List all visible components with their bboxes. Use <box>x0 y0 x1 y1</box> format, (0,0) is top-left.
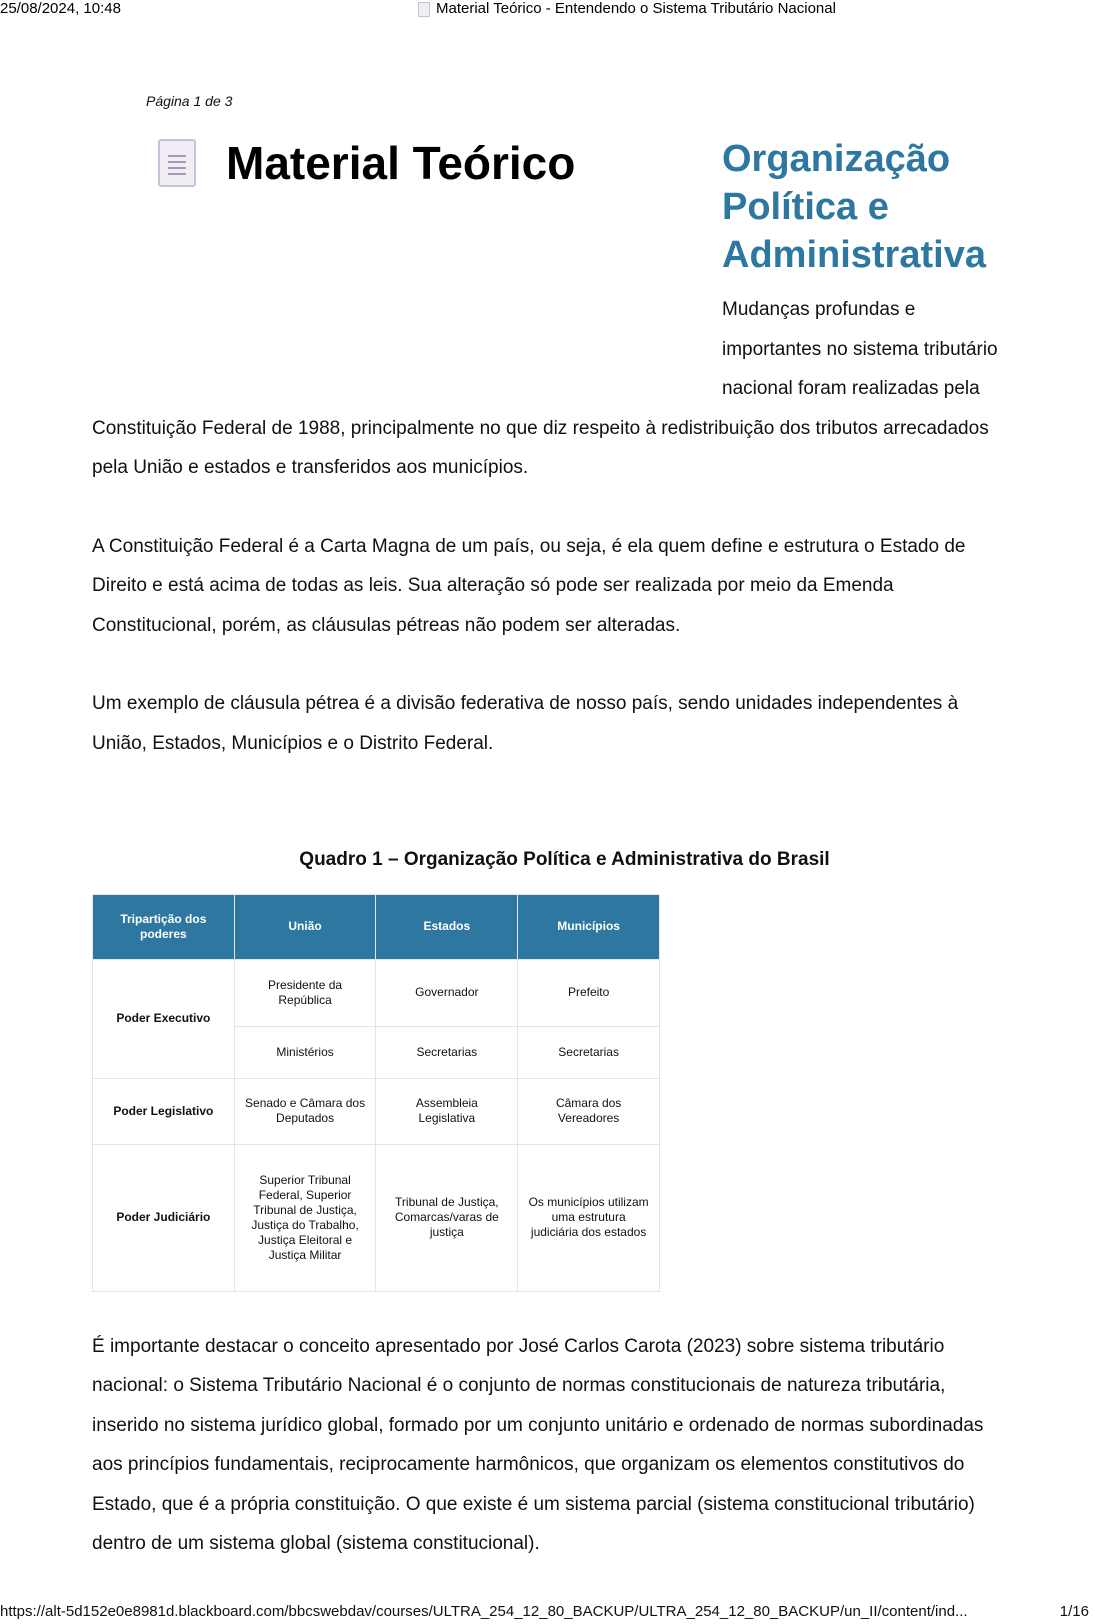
table-caption: Quadro 1 – Organização Política e Administrativa do Brasil <box>299 849 830 870</box>
organization-table <box>92 894 660 1292</box>
paragraph: A Constituição Federal é a Carta Magna de um país, ou seja, é ela quem define e estrutura o Estado de Direito e está acima de todas as leis. Sua alteração só pode ser realizada por meio da Emenda Constitucional, porém, as cláusulas pétreas não podem ser alteradas. <box>92 535 966 636</box>
table-row <box>93 1078 660 1144</box>
paragraph: Um exemplo de cláusula pétrea é a divisão federativa de nosso país, sendo unidades independentes à União, Estados, Municípios e o Distrito Federal. <box>92 693 959 754</box>
document-icon <box>418 2 430 17</box>
table-cell: Ministérios <box>234 1026 376 1078</box>
table-cell: Secretarias <box>518 1026 660 1078</box>
table-cell: Assembleia Legislativa <box>376 1078 518 1144</box>
column-header: Tripartição dos poderes <box>93 894 235 959</box>
page-number: 1/16 <box>1059 1603 1089 1620</box>
table-cell: Câmara dos Vereadores <box>518 1078 660 1144</box>
column-header: União <box>234 894 376 959</box>
table-row <box>93 1144 660 1291</box>
page-indicator: Página 1 de 3 <box>146 93 233 109</box>
table-cell: Os municípios utilizam uma estrutura judiciária dos estados <box>518 1144 660 1291</box>
print-footer <box>0 1603 1095 1621</box>
paragraph: Mudanças profundas e importantes no sistema tributário nacional foram realizadas pela Constituição Federal de 1988, principalmente no que diz respeito à redistribuição dos tributos arrecadados pela União e estados e transferidos aos municípios. <box>92 299 998 478</box>
table-row <box>93 959 660 1026</box>
title-block <box>92 135 722 370</box>
column-header: Estados <box>376 894 518 959</box>
article-content <box>92 135 1007 1603</box>
main-title: Material Teórico <box>226 137 576 189</box>
print-title-text: Material Teórico - Entendendo o Sistema Tributário Nacional <box>436 0 836 17</box>
row-label: Poder Legislativo <box>93 1078 235 1144</box>
page-url: https://alt-5d152e0e8981d.blackboard.com/bbcswebdav/courses/ULTRA_254_12_80_BACKUP/ULTRA_254_12_80_BACKUP/un_II/content/ind... <box>0 1603 968 1620</box>
print-timestamp: 25/08/2024, 10:48 <box>0 0 121 17</box>
row-label: Poder Executivo <box>93 959 235 1078</box>
table-cell: Presidente da República <box>234 959 376 1026</box>
table-cell: Prefeito <box>518 959 660 1026</box>
paragraph: É importante destacar o conceito apresentado por José Carlos Carota (2023) sobre sistema tributário nacional: o Sistema Tributário Nacional é o conjunto de normas constitucionais de natureza tributária, inserido no sistema jurídico global, formado por um conjunto unitário e ordenado de normas subordinadas aos princípios fundamentais, reciprocamente harmônicos, que organizam os elementos constitutivos do Estado, que é a própria constituição. O que existe é um sistema parcial (sistema constitucional tributário) dentro de um sistema global (sistema constitucional). <box>92 1335 984 1554</box>
print-title <box>418 0 836 18</box>
document-icon <box>158 139 196 187</box>
table-cell: Governador <box>376 959 518 1026</box>
row-label: Poder Judiciário <box>93 1144 235 1291</box>
table-cell: Secretarias <box>376 1026 518 1078</box>
table-cell: Tribunal de Justiça, Comarcas/varas de justiça <box>376 1144 518 1291</box>
table-cell: Senado e Câmara dos Deputados <box>234 1078 376 1144</box>
table-header-row <box>93 894 660 959</box>
section-heading: Organização Política e Administrativa <box>722 138 986 276</box>
column-header: Municípios <box>518 894 660 959</box>
table-cell: Superior Tribunal Federal, Superior Tribunal de Justiça, Justiça do Trabalho, Justiça Eleitoral e Justiça Militar <box>234 1144 376 1291</box>
